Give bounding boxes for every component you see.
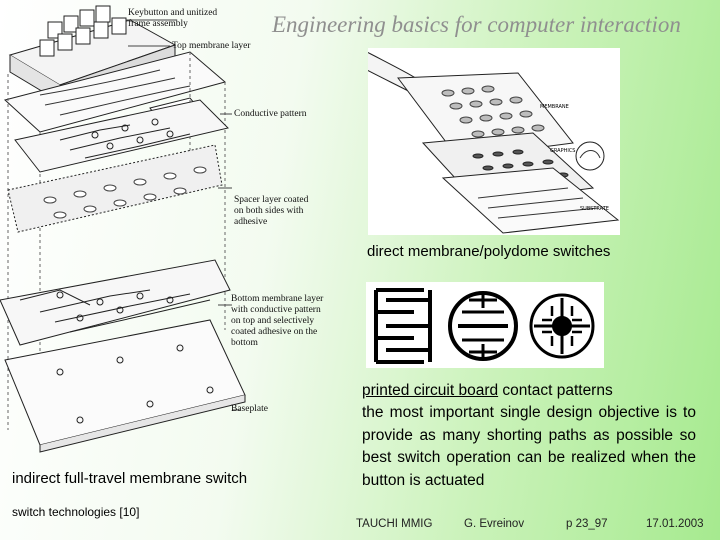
photo-label-substrate: SUBSTRATE [580,206,609,212]
exploded-layers-drawing [0,0,345,460]
reference-note: switch technologies [10] [12,505,140,519]
footer-date: 17.01.2003 [646,518,704,530]
pcb-link[interactable]: printed circuit board [362,382,499,399]
body-line1-rest: contact patterns [498,382,613,399]
footer-page: p 23_97 [566,518,608,530]
label-keybutton: Keybutton and unitized frame assembly [128,8,218,29]
contact-patterns-drawing [366,282,604,368]
label-bottom-membrane: Bottom membrane layer with conductive pattern on top and selectively coated adhesive on the bottom [231,294,324,348]
label-spacer-layer: Spacer layer coated on both sides with adhesive [234,195,309,227]
detail-inset [576,142,604,170]
photo-label-membrane: MEMBRANE [540,104,569,110]
substrate-layer [443,168,618,233]
interdigitated-pattern [376,290,430,362]
footer-author: G. Evreinov [464,518,525,530]
label-top-membrane: Top membrane layer [172,41,251,51]
circular-comb-pattern [450,293,516,359]
body-paragraph [362,380,696,492]
pcb-contact-patterns [366,282,604,368]
footer-org: TAUCHI MMIG [356,518,433,530]
label-conductive-pattern: Conductive pattern [234,109,307,119]
membrane-polydome-photo [368,48,620,235]
slide-title: Engineering basics for computer interaction [272,12,681,37]
membrane-switch-exploded-diagram [0,0,345,460]
right-photo-caption: direct membrane/polydome switches [367,243,611,260]
radial-star-pattern [531,295,593,357]
label-baseplate: Baseplate [231,404,268,414]
left-figure-caption: indirect full-travel membrane switch [12,470,248,487]
membrane-switch-illustration [368,48,620,235]
photo-label-graphics: GRAPHICS [550,148,576,154]
body-text-main: the most important single design objective is to provide as many shorting paths as possible so best switch operation can be realized when the button is actuated [362,404,696,489]
